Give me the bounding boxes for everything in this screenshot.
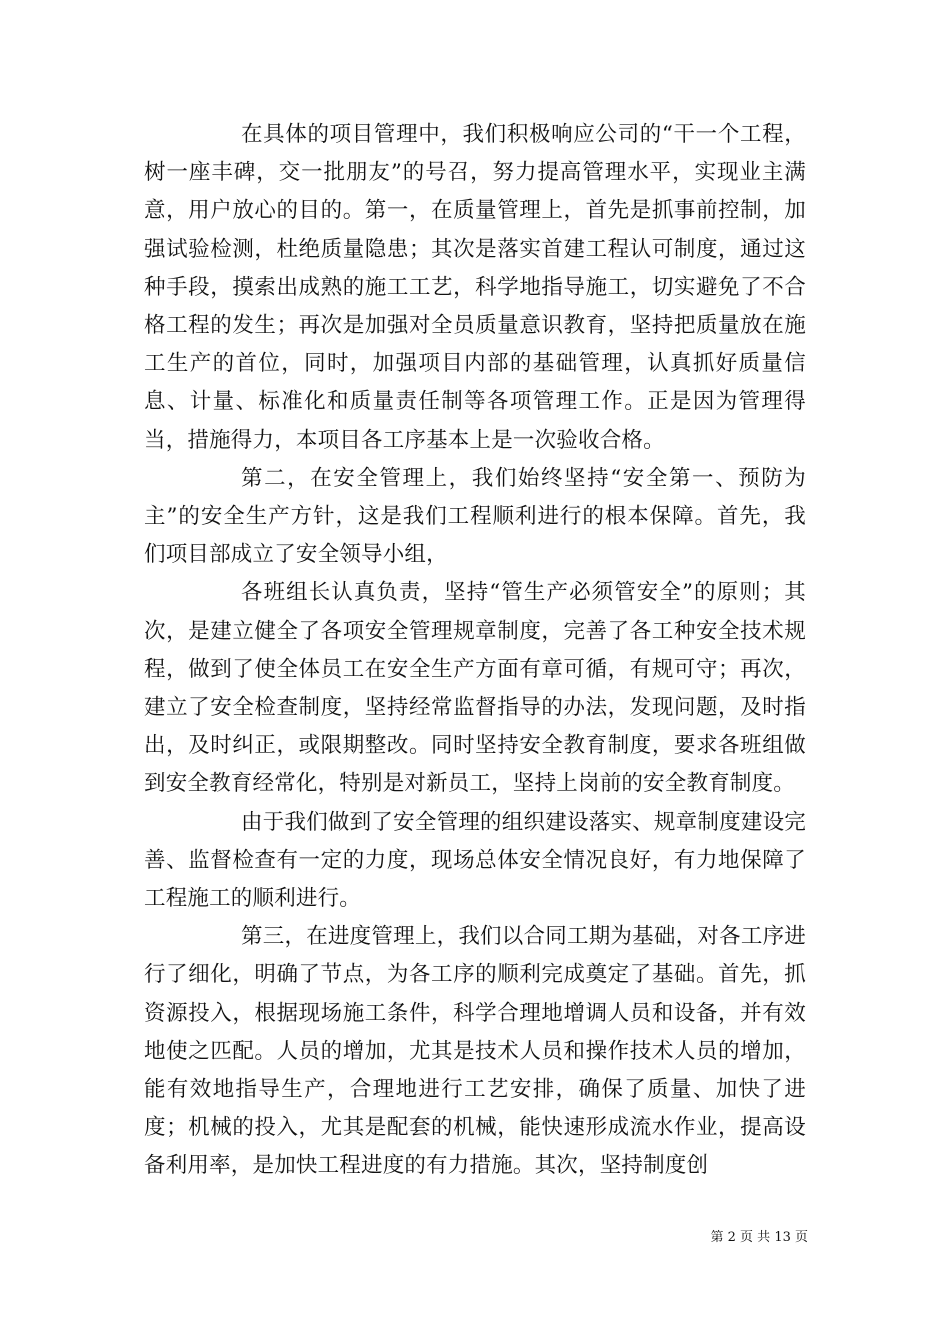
paragraph-quality-management: 在具体的项目管理中，我们积极响应公司的“干一个工程，树一座丰碑，交一批朋友”的号召，努力提高管理水平，实现业主满意，用户放心的目的。第一，在质量管理上，首先是抓事前控制，加强试验检测，杜绝质量隐患；其次是落实首建工程认可制度，通过这种手段，摸索出成熟的施工工艺，科学地指导施工，切实避免了不合格工程的发生；再次是加强对全员质量意识教育，坚持把质量放在施工生产的首位，同时，加强项目内部的基础管理，认真抓好质量信息、计量、标准化和质量责任制等各项管理工作。正是因为管理得当，措施得力，本项目各工序基本上是一次验收合格。 xyxy=(144,122,806,453)
paragraph-schedule-management: 第三，在进度管理上，我们以合同工期为基础，对各工序进行了细化，明确了节点，为各工序的顺利完成奠定了基础。首先，抓资源投入，根据现场施工条件，科学合理地增调人员和设备，并有效地使之匹配。人员的增加，尤其是技术人员和操作技术人员的增加，能有效地指导生产，合理地进行工艺安排，确保了质量、加快了进度；机械的投入，尤其是配套的机械，能快速形成流水作业，提高设备利用率，是加快工程进度的有力措施。其次，坚持制度创 xyxy=(144,924,806,1179)
paragraph-safety-management-rules: 各班组长认真负责，坚持“管生产必须管安全”的原则；其次，是建立健全了各项安全管理规章制度，完善了各工种安全技术规程，做到了使全体员工在安全生产方面有章可循，有规可守；再次，建立了安全检查制度，坚持经常监督指导的办法，发现问题，及时指出，及时纠正，或限期整改。同时坚持安全教育制度，要求各班组做到安全教育经常化，特别是对新员工，坚持上岗前的安全教育制度。 xyxy=(144,580,806,797)
page-number-label: 第 2 页 共 13 页 xyxy=(710,1230,808,1245)
page-footer xyxy=(711,1230,808,1246)
paragraph-safety-results: 由于我们做到了安全管理的组织建设落实、规章制度建设完善、监督检查有一定的力度，现场总体安全情况良好，有力地保障了工程施工的顺利进行。 xyxy=(144,809,806,912)
document-body xyxy=(144,116,806,1186)
paragraph-safety-management-intro: 第二，在安全管理上，我们始终坚持“安全第一、预防为主”的安全生产方针，这是我们工程顺利进行的根本保障。首先，我们项目部成立了安全领导小组， xyxy=(144,465,806,568)
